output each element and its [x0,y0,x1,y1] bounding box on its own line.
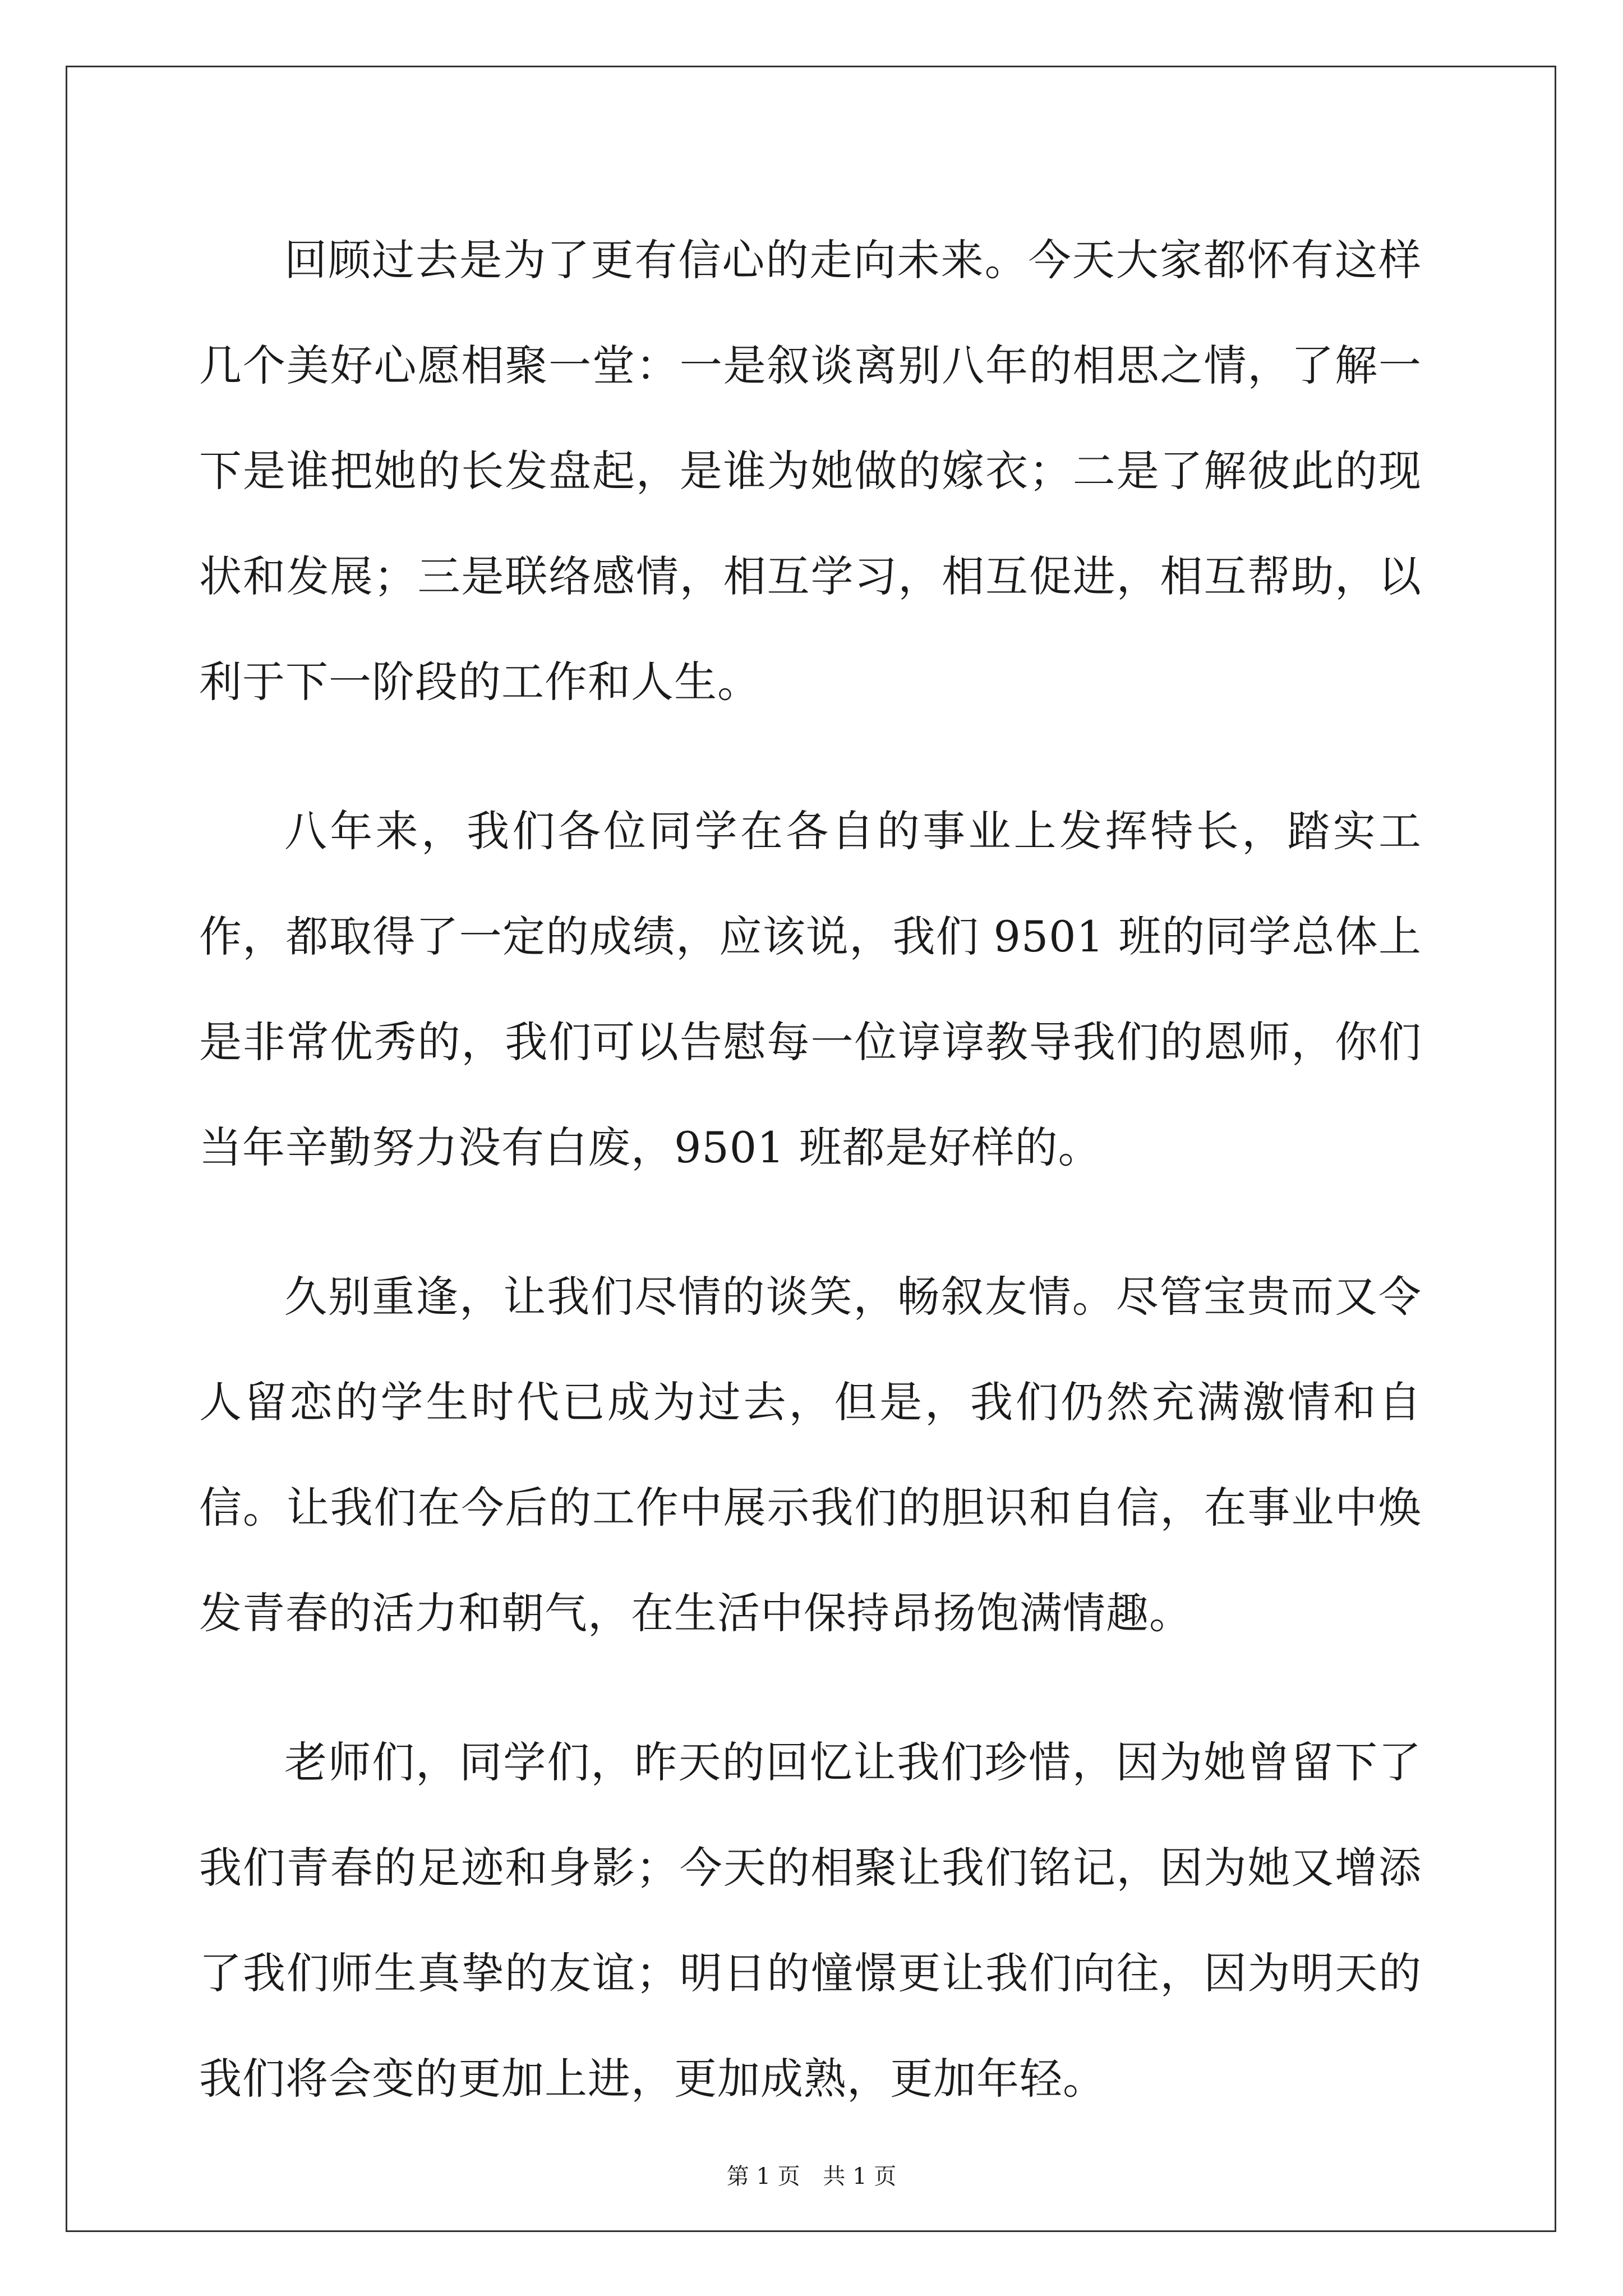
paragraph-4: 老师们，同学们，昨天的回忆让我们珍惜，因为她曾留下了我们青春的足迹和身影；今天的相聚让我们铭记，因为她又增添了我们师生真挚的友谊；明日的憧憬更让我们向往，因为明天的我们将会变的更加上进，更加成熟，更加年轻。 [199,1737,1422,2104]
paragraph-3: 久别重逢，让我们尽情的谈笑，畅叙友情。尽管宝贵而又令人留恋的学生时代已成为过去，但是，我们仍然充满激情和自信。让我们在今后的工作中展示我们的胆识和自信，在事业中焕发青春的活力和朝气，在生活中保持昂扬饱满情趣。 [199,1272,1422,1638]
page-footer [0,2159,1623,2191]
page-number: 第 1 页 [726,2164,800,2189]
paragraph-1: 回顾过去是为了更有信心的走向未来。今天大家都怀有这样几个美好心愿相聚一堂：一是叙谈离别八年的相思之情，了解一下是谁把她的长发盘起，是谁为她做的嫁衣；二是了解彼此的现状和发展；三是联络感情，相互学习，相互促进，相互帮助，以利于下一阶段的工作和人生。 [199,235,1422,707]
document-body [199,208,1422,2175]
page-total: 共 1 页 [823,2164,897,2189]
paragraph-2: 八年来，我们各位同学在各自的事业上发挥特长，踏实工作，都取得了一定的成绩，应该说，我们 9501 班的同学总体上是非常优秀的，我们可以告慰每一位谆谆教导我们的恩师，你们当年辛勤努力没有白废，9501 班都是好样的。 [199,806,1422,1172]
